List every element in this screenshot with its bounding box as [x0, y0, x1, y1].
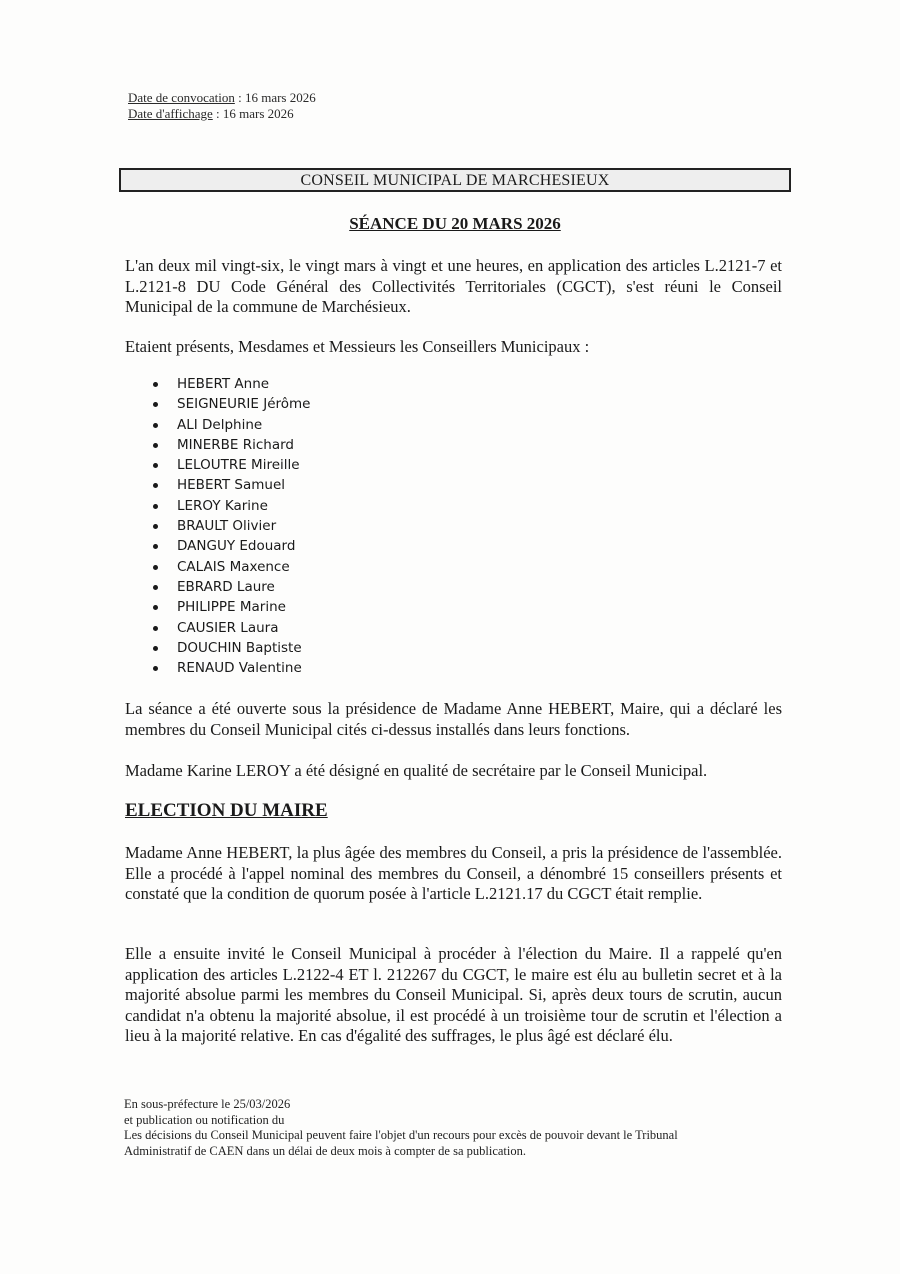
list-item: CAUSIER Laura	[150, 618, 311, 638]
affichage-value: : 16 mars 2026	[212, 106, 294, 121]
members-list	[150, 374, 311, 678]
list-item: RENAUD Valentine	[150, 658, 311, 678]
present-intro: Etaient présents, Mesdames et Messieurs les Conseillers Municipaux :	[125, 337, 590, 356]
convocation-value: : 16 mars 2026	[234, 90, 316, 105]
secretary-paragraph: Madame Karine LEROY a été désigné en qualité de secrétaire par le Conseil Municipal.	[125, 761, 708, 780]
list-item: HEBERT Anne	[150, 374, 311, 394]
seance-title: SÉANCE DU 20 MARS 2026	[349, 214, 561, 233]
list-item: ALI Delphine	[150, 415, 311, 435]
affichage-date	[128, 106, 316, 122]
list-item: LEROY Karine	[150, 496, 311, 516]
list-item: DOUCHIN Baptiste	[150, 638, 311, 658]
footer-line: Administratif de CAEN dans un délai de deux mois à compter de sa publication.	[124, 1143, 526, 1158]
footer-line: Les décisions du Conseil Municipal peuvent faire l'objet d'un recours pour excès de pouvoir devant le Tribunal	[124, 1128, 678, 1142]
convocation-label: Date de convocation	[128, 90, 235, 105]
list-item: BRAULT Olivier	[150, 516, 311, 536]
list-item: MINERBE Richard	[150, 435, 311, 455]
list-item: HEBERT Samuel	[150, 475, 311, 495]
council-title: CONSEIL MUNICIPAL DE MARCHESIEUX	[300, 172, 610, 189]
list-item: CALAIS Maxence	[150, 557, 311, 577]
list-item: LELOUTRE Mireille	[150, 455, 311, 475]
dates-block	[128, 90, 316, 122]
intro-paragraph: L'an deux mil vingt-six, le vingt mars à vingt et une heures, en application des articles L.2121-7 et L.2121-8 DU Code Général des Collectivités Territoriales (CGCT), s'est réuni le Conseil Municipal de la commune de Marchésieux.	[125, 256, 782, 316]
list-item: EBRARD Laure	[150, 577, 311, 597]
election-paragraph-1: Madame Anne HEBERT, la plus âgée des membres du Conseil, a pris la présidence de l'assemblée. Elle a procédé à l'appel nominal des membres du Conseil, a dénombré 15 conseillers présents et constaté que la condition de quorum posée à l'article L.2121.17 du CGCT était remplie.	[125, 843, 782, 903]
footer-notice	[124, 1097, 678, 1159]
election-paragraph-2: Elle a ensuite invité le Conseil Municipal à procéder à l'élection du Maire. Il a rappelé qu'en application des articles L.2122-4 ET l. 212267 du CGCT, le maire est élu au bulletin secret et à la majorité absolue parmi les membres du Conseil Municipal. Si, après deux tours de scrutin, aucun candidat n'a obtenu la majorité absolue, il est procédé à un troisième tour de scrutin et l'élection a lieu à la majorité relative. En cas d'égalité des suffrages, le plus âgé est déclaré élu.	[125, 944, 782, 1045]
affichage-label: Date d'affichage	[128, 106, 213, 121]
council-title-box	[119, 168, 791, 192]
list-item: SEIGNEURIE Jérôme	[150, 394, 311, 414]
election-section-title: ELECTION DU MAIRE	[125, 800, 328, 821]
list-item: PHILIPPE Marine	[150, 597, 311, 617]
list-item: DANGUY Edouard	[150, 536, 311, 556]
opening-paragraph: La séance a été ouverte sous la présidence de Madame Anne HEBERT, Maire, qui a déclaré les membres du Conseil Municipal cités ci-dessus installés dans leurs fonctions.	[125, 699, 782, 739]
footer-line: En sous-préfecture le 25/03/2026	[124, 1097, 291, 1111]
convocation-date	[128, 90, 316, 106]
footer-line: et publication ou notification du	[124, 1112, 285, 1127]
